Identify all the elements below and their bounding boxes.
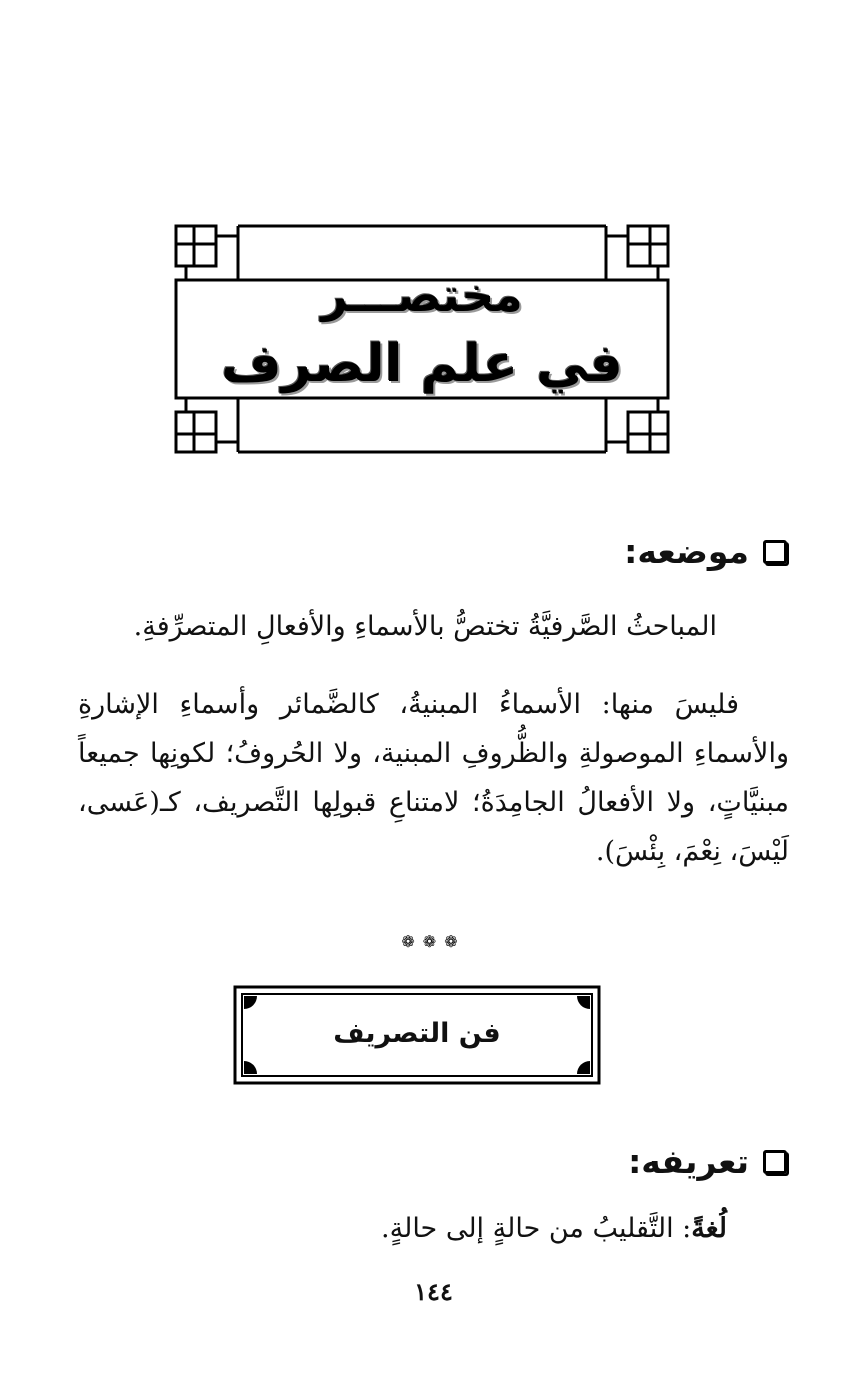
section-heading-label: موضعه: bbox=[624, 532, 749, 571]
book-title-line-1: مختصـــر bbox=[321, 268, 523, 322]
checkbox-square-icon bbox=[763, 1150, 787, 1174]
page-number: ١٤٤ bbox=[414, 1277, 453, 1306]
checkbox-square-icon bbox=[763, 540, 787, 564]
paragraph-exclusions-text: فليسَ منها: الأسماءُ المبنيةُ، كالضَّمائر وأسماءِ الإشارةِ والأسماءِ الموصولةِ والظُّروفِ المبنية، ولا الحُروفُ؛ لكونِها جميعاً مبنيَّاتٍ، ولا الأفعالُ الجامِدَةُ؛ لامتناعِ قبولِها التَّصريف، كـ(عَسى، لَيْسَ، نِعْمَ، بِئْسَ). bbox=[78, 689, 789, 867]
paragraph-scope: المباحثُ الصَّرفيَّةُ تختصُّ بالأسماءِ والأفعالِ المتصرِّفةِ. bbox=[133, 611, 717, 642]
paragraph-exclusions bbox=[78, 680, 789, 876]
section-title: فن التصريف bbox=[333, 1018, 501, 1049]
title-frame bbox=[172, 222, 672, 456]
definition-linguistic bbox=[381, 1213, 727, 1244]
book-title-line-2: في علم الصرف bbox=[221, 334, 623, 394]
section-heading-definition bbox=[628, 1142, 787, 1181]
definition-label: لُغةً bbox=[691, 1213, 727, 1244]
section-heading-label: تعريفه: bbox=[628, 1142, 749, 1181]
section-heading-topic bbox=[624, 532, 787, 571]
section-title-box bbox=[233, 985, 601, 1085]
ornament-separator: ❁❁❁ bbox=[401, 932, 466, 951]
definition-text: : التَّقليبُ من حالةٍ إلى حالةٍ. bbox=[381, 1213, 692, 1244]
